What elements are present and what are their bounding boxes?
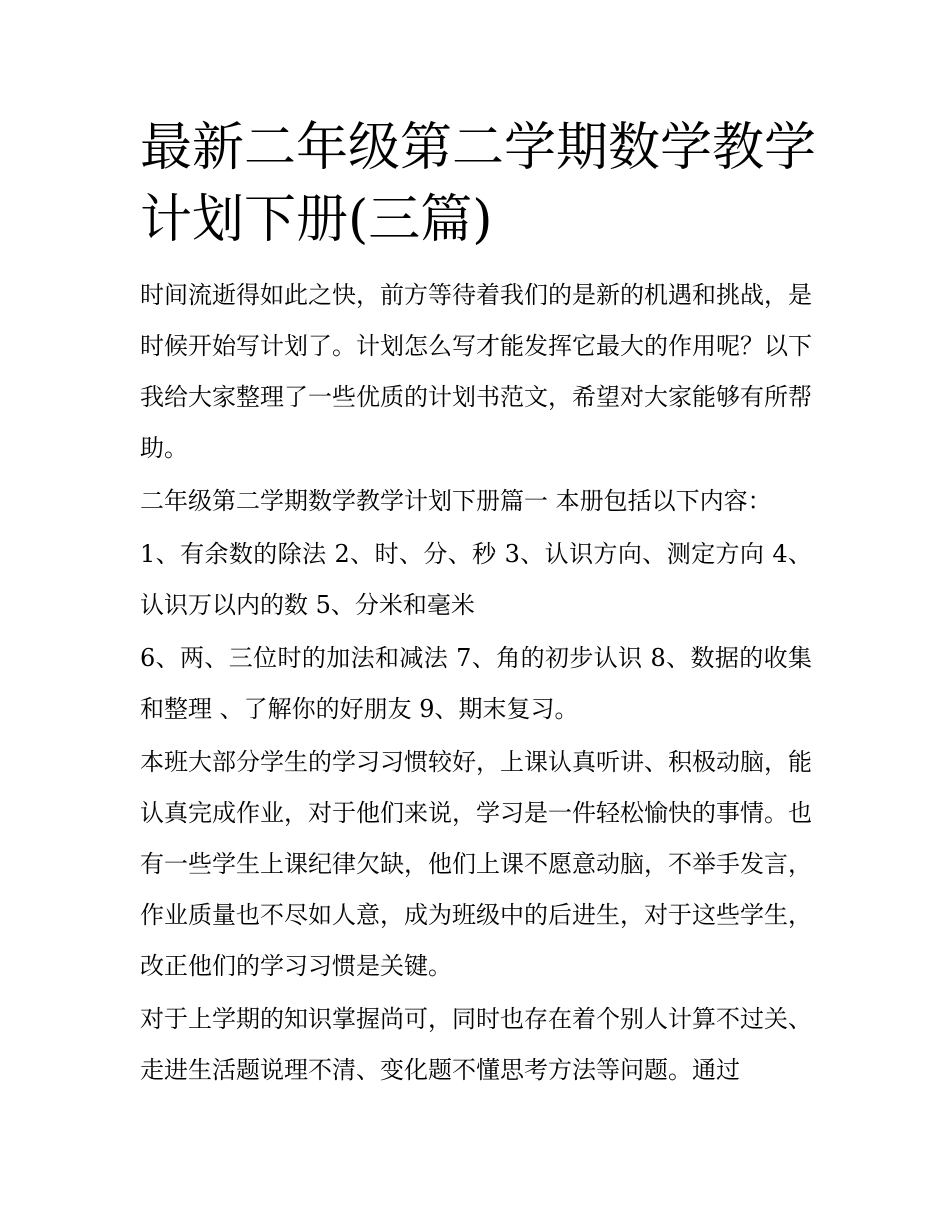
document-body <box>140 270 820 1096</box>
contents-list-paragraph-1: 1、有余数的除法 2、时、分、秒 3、认识方向、测定方向 4、认识万以内的数 5、分米和毫米 <box>140 540 812 619</box>
section-heading-paragraph: 二年级第二学期数学教学计划下册篇一 本册包括以下内容： <box>140 487 772 515</box>
class-analysis-paragraph: 本班大部分学生的学习习惯较好，上课认真听讲、积极动脑，能认真完成作业，对于他们来说，学习是一件轻松愉快的事情。也有一些学生上课纪律欠缺，他们上课不愿意动脑，不举手发言，作业质量也不尽如人意，成为班级中的后进生，对于这些学生，改正他们的学习习惯是关键。 <box>140 748 812 980</box>
knowledge-analysis-paragraph: 对于上学期的知识掌握尚可，同时也存在着个别人计算不过关、走进生活题说理不清、变化题不懂思考方法等问题。通过 <box>140 1005 812 1084</box>
document-content <box>140 112 820 1098</box>
document-title: 最新二年级第二学期数学教学计划下册(三篇) <box>140 118 817 250</box>
intro-paragraph: 时间流逝得如此之快，前方等待着我们的是新的机遇和挑战，是时候开始写计划了。计划怎么写才能发挥它最大的作用呢？以下我给大家整理了一些优质的计划书范文，希望对大家能够有所帮助。 <box>140 281 812 462</box>
contents-list-paragraph-2: 6、两、三位时的加法和减法 7、角的初步认识 8、数据的收集和整理 、了解你的好朋友 9、期末复习。 <box>140 644 812 723</box>
